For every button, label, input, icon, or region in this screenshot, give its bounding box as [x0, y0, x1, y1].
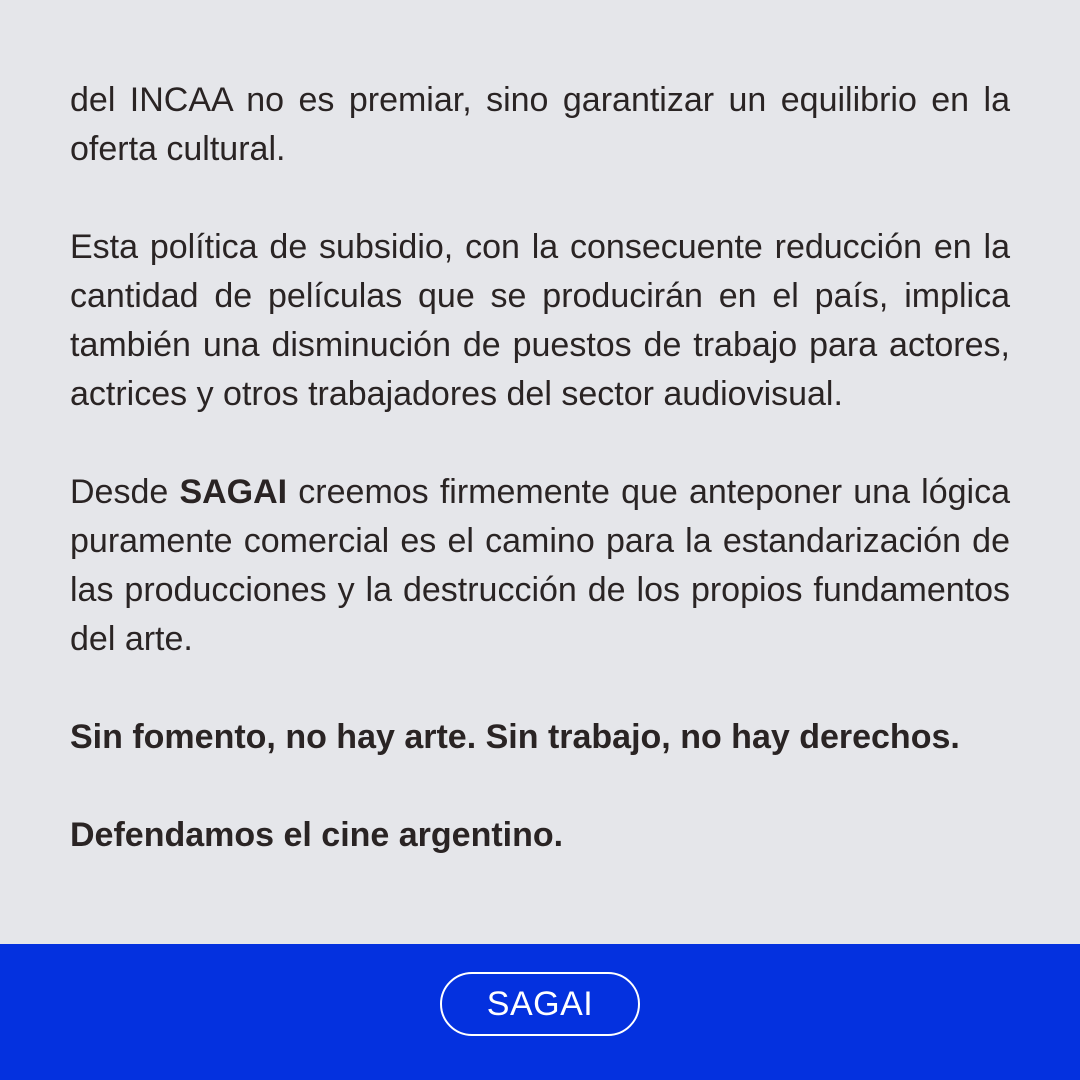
slogan-rights: Sin fomento, no hay arte. Sin trabajo, no hay derechos.: [70, 718, 960, 756]
slogan-defend-cinema: Defendamos el cine argentino.: [70, 816, 564, 854]
footer-bar: [0, 944, 1080, 1080]
paragraph-sagai-position: [70, 468, 1010, 664]
sagai-logo: SAGAI: [440, 972, 640, 1036]
paragraph-subsidy-policy: Esta política de subsidio, con la consecuente reducción en la cantidad de películas que se producirán en el país, implica también una disminución de puestos de trabajo para actores, actrices y otros trabajadores del sector audiovisual.: [70, 228, 1010, 413]
paragraph-sagai-text: creemos firmemente que anteponer una lógica puramente comercial es el camino para la estandarización de las producciones y la destrucción de los propios fundamentos del arte.: [70, 473, 1010, 658]
sagai-name-bold: SAGAI: [179, 473, 288, 511]
paragraph-sagai-intro: Desde: [70, 473, 180, 511]
statement-body: [70, 76, 1010, 909]
paragraph-incaa: del INCAA no es premiar, sino garantizar un equilibrio en la oferta cultural.: [70, 81, 1010, 168]
